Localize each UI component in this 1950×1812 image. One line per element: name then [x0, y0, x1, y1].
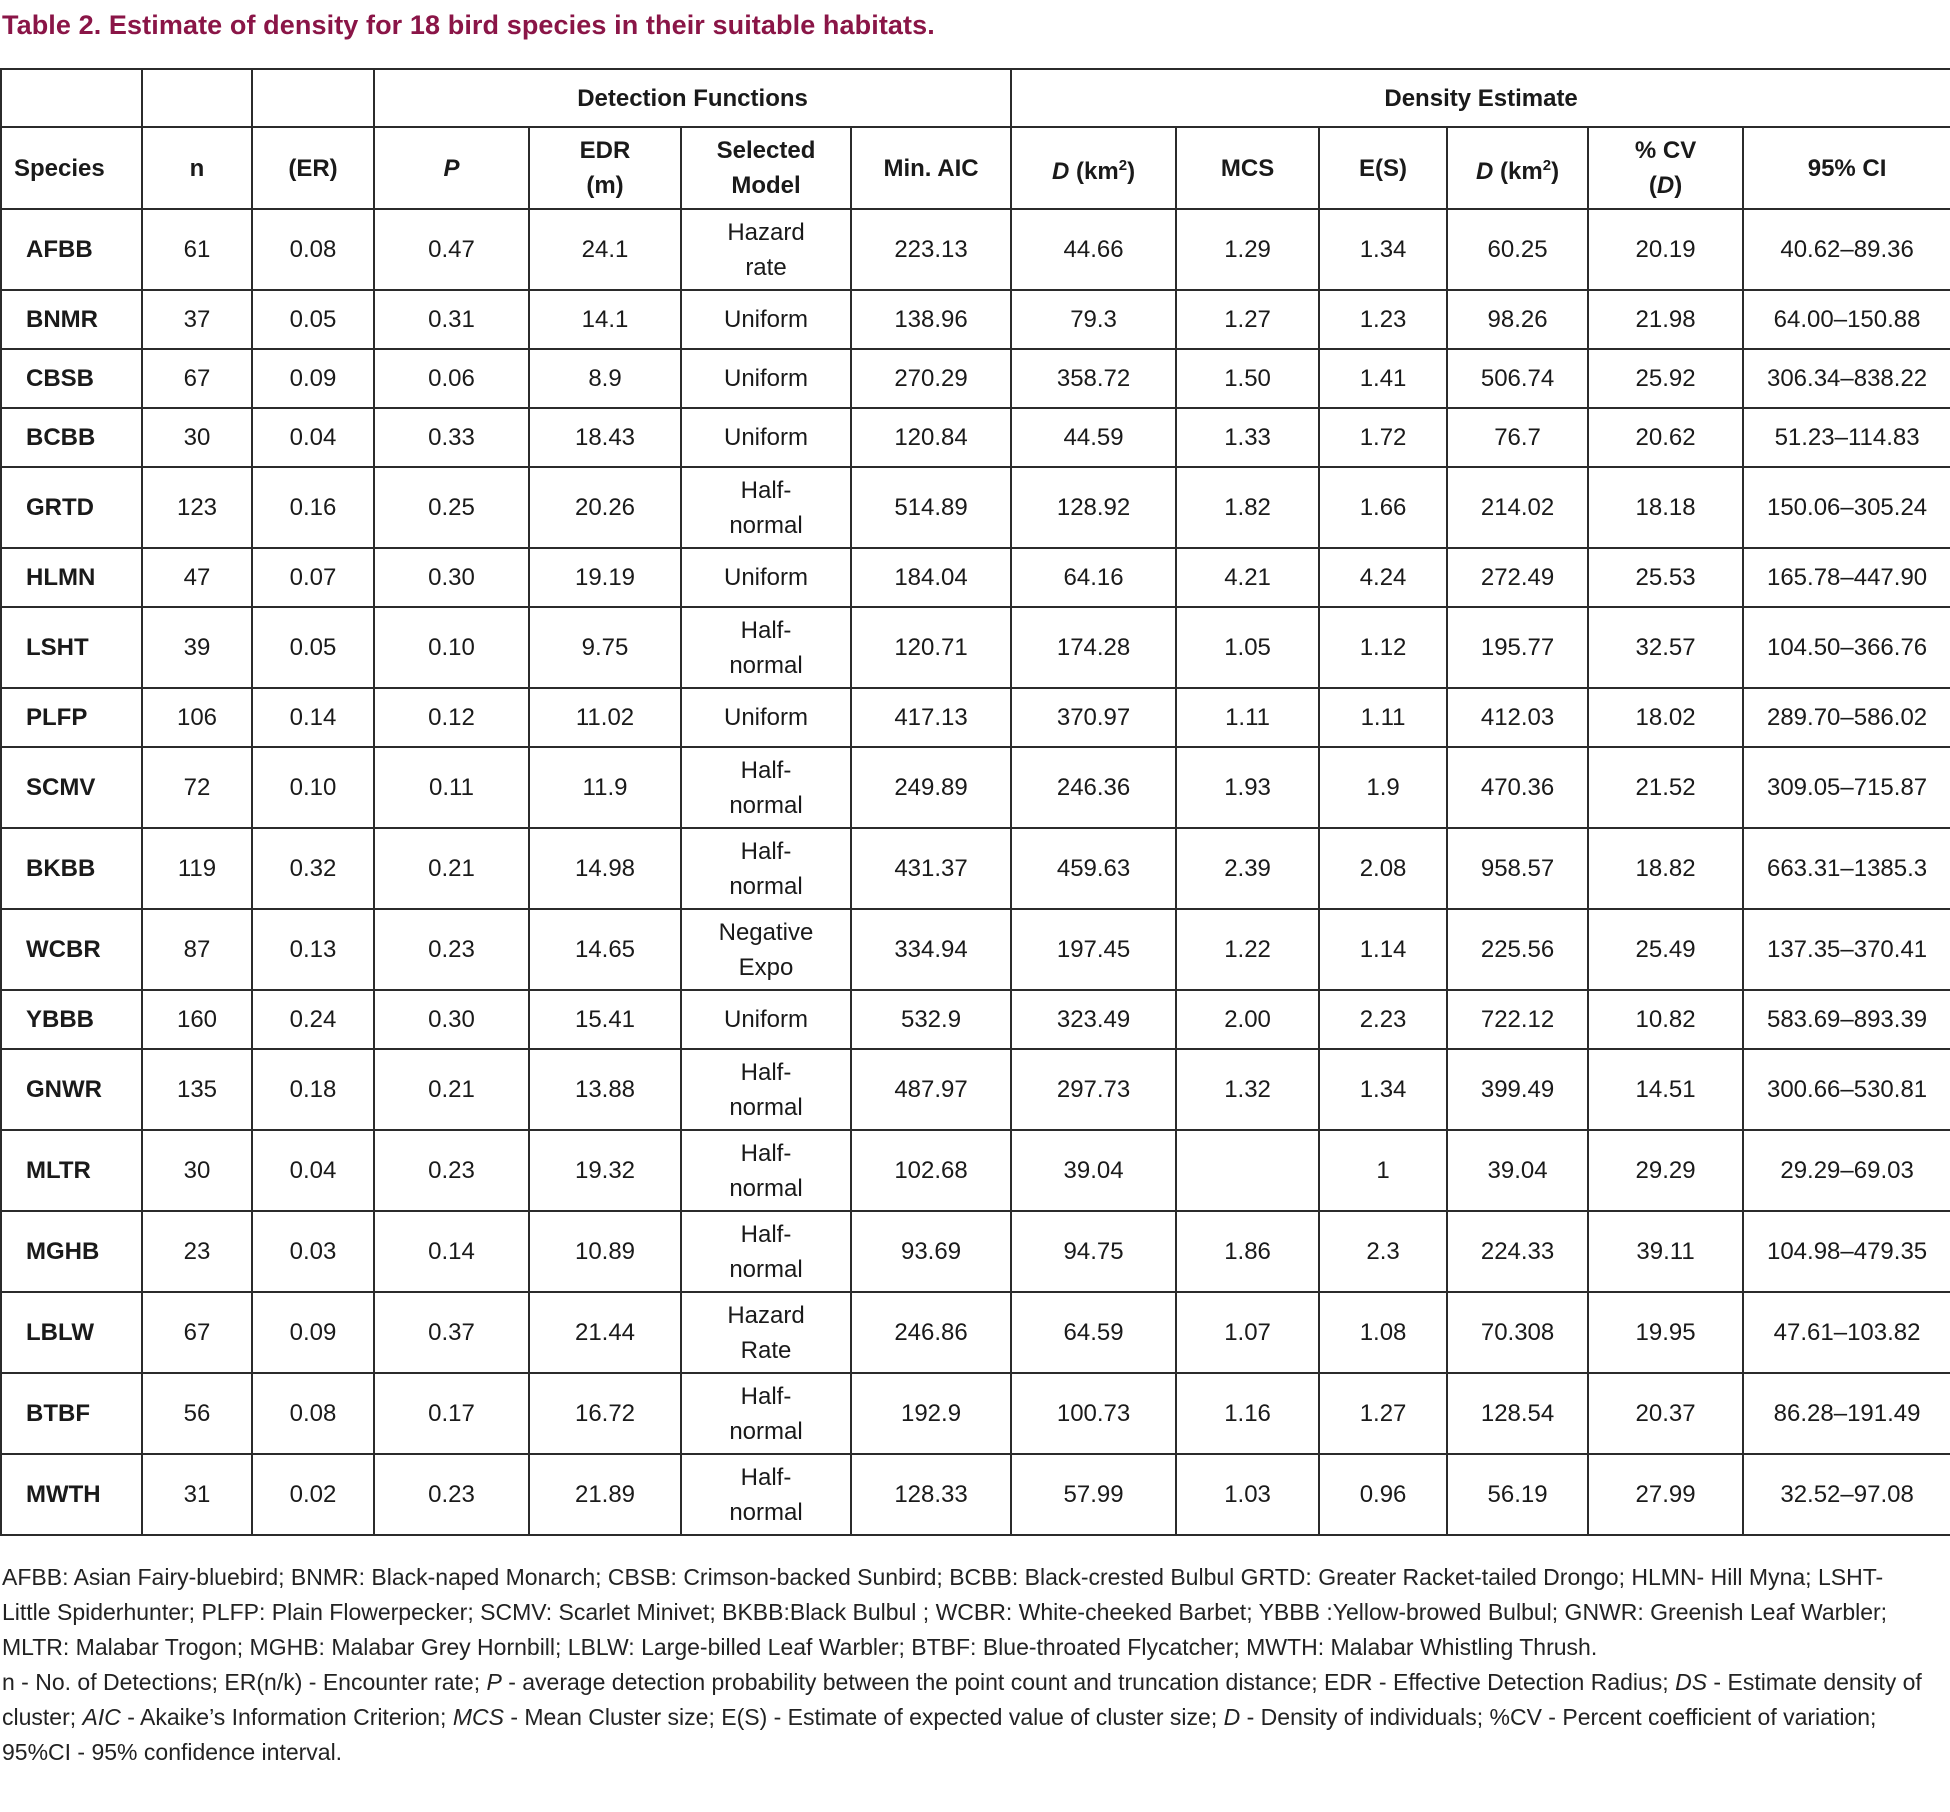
- cell-er: 0.18: [252, 1049, 374, 1130]
- cell-er: 0.08: [252, 209, 374, 290]
- cell-edr: 9.75: [529, 607, 681, 688]
- cell-species: MGHB: [1, 1211, 142, 1292]
- cell-p: 0.47: [374, 209, 529, 290]
- cell-d2: 224.33: [1447, 1211, 1588, 1292]
- cell-mcs: 1.05: [1176, 607, 1319, 688]
- cell-model: Half- normal: [681, 467, 851, 548]
- cell-ci: 86.28–191.49: [1743, 1373, 1950, 1454]
- cell-d2: 76.7: [1447, 408, 1588, 467]
- cell-n: 30: [142, 408, 252, 467]
- cell-n: 30: [142, 1130, 252, 1211]
- col-header-n: n: [142, 127, 252, 209]
- cell-es: 1.34: [1319, 1049, 1447, 1130]
- table-row: [1, 1130, 1950, 1211]
- cell-p: 0.23: [374, 1130, 529, 1211]
- cell-cv: 21.52: [1588, 747, 1743, 828]
- cell-edr: 14.98: [529, 828, 681, 909]
- table-row: [1, 467, 1950, 548]
- cell-mcs: 1.32: [1176, 1049, 1319, 1130]
- cell-d2: 60.25: [1447, 209, 1588, 290]
- table-row: [1, 1292, 1950, 1373]
- cell-edr: 19.19: [529, 548, 681, 607]
- cell-mcs: 2.39: [1176, 828, 1319, 909]
- cell-cv: 25.49: [1588, 909, 1743, 990]
- cell-d1: 246.36: [1011, 747, 1176, 828]
- cell-edr: 14.65: [529, 909, 681, 990]
- cell-es: 1.27: [1319, 1373, 1447, 1454]
- cell-n: 119: [142, 828, 252, 909]
- cell-aic: 184.04: [851, 548, 1011, 607]
- cell-es: 1.41: [1319, 349, 1447, 408]
- cell-es: 2.3: [1319, 1211, 1447, 1292]
- cell-cv: 20.37: [1588, 1373, 1743, 1454]
- cell-species: BTBF: [1, 1373, 142, 1454]
- cell-ci: 663.31–1385.3: [1743, 828, 1950, 909]
- cell-model: Half- normal: [681, 1454, 851, 1535]
- cell-es: 1.66: [1319, 467, 1447, 548]
- cell-d1: 459.63: [1011, 828, 1176, 909]
- cell-species: LBLW: [1, 1292, 142, 1373]
- cell-er: 0.05: [252, 290, 374, 349]
- empty-header-cell: [1, 69, 142, 127]
- cell-p: 0.21: [374, 1049, 529, 1130]
- cell-d2: 195.77: [1447, 607, 1588, 688]
- cell-p: 0.06: [374, 349, 529, 408]
- cell-edr: 16.72: [529, 1373, 681, 1454]
- cell-d1: 79.3: [1011, 290, 1176, 349]
- col-header-mcs: MCS: [1176, 127, 1319, 209]
- cell-es: 4.24: [1319, 548, 1447, 607]
- cell-d1: 94.75: [1011, 1211, 1176, 1292]
- cell-es: 0.96: [1319, 1454, 1447, 1535]
- cell-model: Uniform: [681, 290, 851, 349]
- cell-mcs: 1.29: [1176, 209, 1319, 290]
- cell-n: 67: [142, 349, 252, 408]
- cell-er: 0.03: [252, 1211, 374, 1292]
- density-table: [0, 68, 1950, 1536]
- cell-ci: 29.29–69.03: [1743, 1130, 1950, 1211]
- cell-er: 0.04: [252, 408, 374, 467]
- cell-aic: 249.89: [851, 747, 1011, 828]
- cell-mcs: 1.93: [1176, 747, 1319, 828]
- cell-n: 160: [142, 990, 252, 1049]
- cell-n: 72: [142, 747, 252, 828]
- cell-ci: 137.35–370.41: [1743, 909, 1950, 990]
- col-header-p-text: P: [443, 154, 460, 182]
- table-row: [1, 909, 1950, 990]
- cell-d1: 64.16: [1011, 548, 1176, 607]
- cell-aic: 532.9: [851, 990, 1011, 1049]
- table-row: [1, 1049, 1950, 1130]
- cell-aic: 514.89: [851, 467, 1011, 548]
- cell-d1: 39.04: [1011, 1130, 1176, 1211]
- cell-model: Half- normal: [681, 747, 851, 828]
- cell-edr: 20.26: [529, 467, 681, 548]
- cell-n: 67: [142, 1292, 252, 1373]
- cell-species: BKBB: [1, 828, 142, 909]
- cell-mcs: 1.27: [1176, 290, 1319, 349]
- cell-mcs: 4.21: [1176, 548, 1319, 607]
- cell-ci: 583.69–893.39: [1743, 990, 1950, 1049]
- cell-p: 0.21: [374, 828, 529, 909]
- cell-species: BCBB: [1, 408, 142, 467]
- cell-d1: 297.73: [1011, 1049, 1176, 1130]
- cell-p: 0.31: [374, 290, 529, 349]
- cell-model: Uniform: [681, 349, 851, 408]
- cell-model: Uniform: [681, 548, 851, 607]
- cell-edr: 11.02: [529, 688, 681, 747]
- cell-edr: 13.88: [529, 1049, 681, 1130]
- footnotes: [2, 1560, 1932, 1770]
- table-row: [1, 209, 1950, 290]
- cell-aic: 431.37: [851, 828, 1011, 909]
- cell-d1: 44.66: [1011, 209, 1176, 290]
- cell-p: 0.23: [374, 909, 529, 990]
- cell-species: WCBR: [1, 909, 142, 990]
- col-header-d1: D $(km^2)$: [1011, 127, 1176, 209]
- cell-d2: 506.74: [1447, 349, 1588, 408]
- cell-p: 0.25: [374, 467, 529, 548]
- cell-es: 1.9: [1319, 747, 1447, 828]
- cell-species: CBSB: [1, 349, 142, 408]
- cell-mcs: 1.50: [1176, 349, 1319, 408]
- cell-model: Negative Expo: [681, 909, 851, 990]
- cell-er: 0.04: [252, 1130, 374, 1211]
- cell-es: 2.23: [1319, 990, 1447, 1049]
- definitions-note: n - No. of Detections; ER(n/k) - Encounter rate; P - average detection probability between the point count and truncation distance; EDR - Effective Detection Radius; DS - Estimate density of cluster; AIC - Akaike’s Information Criterion; MCS - Mean Cluster size; E(S) - Estimate of expected value of cluster size; D - Density of individuals; %CV - Percent coefficient of variation; 95%CI - 95% confidence interval.: [2, 1669, 1922, 1765]
- cell-aic: 334.94: [851, 909, 1011, 990]
- cell-p: 0.17: [374, 1373, 529, 1454]
- cell-d2: 225.56: [1447, 909, 1588, 990]
- cell-model: Hazard Rate: [681, 1292, 851, 1373]
- column-header-row: [1, 127, 1950, 209]
- cell-cv: 20.62: [1588, 408, 1743, 467]
- cell-species: SCMV: [1, 747, 142, 828]
- cell-cv: 29.29: [1588, 1130, 1743, 1211]
- col-header-p: [374, 127, 529, 209]
- cell-d2: 56.19: [1447, 1454, 1588, 1535]
- cell-p: 0.37: [374, 1292, 529, 1373]
- cell-cv: 18.82: [1588, 828, 1743, 909]
- cell-p: 0.33: [374, 408, 529, 467]
- cell-d2: 128.54: [1447, 1373, 1588, 1454]
- cell-n: 61: [142, 209, 252, 290]
- cell-d2: 214.02: [1447, 467, 1588, 548]
- cell-d2: 722.12: [1447, 990, 1588, 1049]
- abbreviations-note: AFBB: Asian Fairy-bluebird; BNMR: Black-naped Monarch; CBSB: Crimson-backed Sunbird; BCBB: Black-crested Bulbul GRTD: Greater Racket-tailed Drongo; HLMN- Hill Myna; LSHT- Little Spiderhunter; PLFP: Plain Flowerpecker; SCMV: Scarlet Minivet; BKBB:Black Bulbul ; WCBR: White-cheeked Barbet; YBBB :Yellow-browed Bulbul; GNWR: Greenish Leaf Warbler; MLTR: Malabar Trogon; MGHB: Malabar Grey Hornbill; LBLW: Large-billed Leaf Warbler; BTBF: Blue-throated Flycatcher; MWTH: Malabar Whistling Thrush.: [2, 1564, 1888, 1660]
- col-header-aic: Min. AIC: [851, 127, 1011, 209]
- cell-es: 1.34: [1319, 209, 1447, 290]
- cell-p: 0.14: [374, 1211, 529, 1292]
- cell-aic: 102.68: [851, 1130, 1011, 1211]
- cell-d2: 399.49: [1447, 1049, 1588, 1130]
- cell-ci: 165.78–447.90: [1743, 548, 1950, 607]
- cell-n: 23: [142, 1211, 252, 1292]
- cell-n: 135: [142, 1049, 252, 1130]
- cell-er: 0.24: [252, 990, 374, 1049]
- cell-es: 1.14: [1319, 909, 1447, 990]
- cell-cv: 14.51: [1588, 1049, 1743, 1130]
- cell-p: 0.30: [374, 990, 529, 1049]
- col-header-edr: EDR (m): [529, 127, 681, 209]
- cell-cv: 25.92: [1588, 349, 1743, 408]
- cell-aic: 192.9: [851, 1373, 1011, 1454]
- cell-n: 106: [142, 688, 252, 747]
- cell-es: 1.12: [1319, 607, 1447, 688]
- cell-n: 87: [142, 909, 252, 990]
- cell-model: Half- normal: [681, 1211, 851, 1292]
- table-row: [1, 1373, 1950, 1454]
- cell-d1: 174.28: [1011, 607, 1176, 688]
- cell-aic: 120.84: [851, 408, 1011, 467]
- cell-d1: 57.99: [1011, 1454, 1176, 1535]
- table-row: [1, 290, 1950, 349]
- cell-cv: 19.95: [1588, 1292, 1743, 1373]
- cell-er: 0.10: [252, 747, 374, 828]
- cell-species: GNWR: [1, 1049, 142, 1130]
- cell-edr: 18.43: [529, 408, 681, 467]
- cell-d1: 100.73: [1011, 1373, 1176, 1454]
- cell-ci: 309.05–715.87: [1743, 747, 1950, 828]
- table-row: [1, 1211, 1950, 1292]
- cell-d1: 323.49: [1011, 990, 1176, 1049]
- cell-species: MLTR: [1, 1130, 142, 1211]
- group-header-row: [1, 69, 1950, 127]
- cell-ci: 51.23–114.83: [1743, 408, 1950, 467]
- cell-cv: 21.98: [1588, 290, 1743, 349]
- cell-mcs: 1.07: [1176, 1292, 1319, 1373]
- cell-species: MWTH: [1, 1454, 142, 1535]
- cell-er: 0.09: [252, 1292, 374, 1373]
- table-row: [1, 747, 1950, 828]
- cell-p: 0.12: [374, 688, 529, 747]
- cell-n: 47: [142, 548, 252, 607]
- cell-er: 0.07: [252, 548, 374, 607]
- cell-ci: 104.50–366.76: [1743, 607, 1950, 688]
- cell-er: 0.14: [252, 688, 374, 747]
- cell-d2: 412.03: [1447, 688, 1588, 747]
- col-header-model: Selected Model: [681, 127, 851, 209]
- cell-mcs: 1.22: [1176, 909, 1319, 990]
- table-row: [1, 607, 1950, 688]
- cell-model: Uniform: [681, 408, 851, 467]
- cell-model: Half- normal: [681, 1130, 851, 1211]
- cell-aic: 270.29: [851, 349, 1011, 408]
- cell-species: BNMR: [1, 290, 142, 349]
- cell-cv: 18.02: [1588, 688, 1743, 747]
- cell-d2: 70.308: [1447, 1292, 1588, 1373]
- cell-edr: 21.44: [529, 1292, 681, 1373]
- cell-es: 1.08: [1319, 1292, 1447, 1373]
- cell-aic: 120.71: [851, 607, 1011, 688]
- table-body: [1, 209, 1950, 1535]
- cell-ci: 104.98–479.35: [1743, 1211, 1950, 1292]
- cell-model: Uniform: [681, 688, 851, 747]
- cell-aic: 417.13: [851, 688, 1011, 747]
- table-row: [1, 408, 1950, 467]
- cell-d1: 358.72: [1011, 349, 1176, 408]
- cell-ci: 289.70–586.02: [1743, 688, 1950, 747]
- cell-n: 31: [142, 1454, 252, 1535]
- cell-n: 56: [142, 1373, 252, 1454]
- cell-d1: 197.45: [1011, 909, 1176, 990]
- cell-d1: 64.59: [1011, 1292, 1176, 1373]
- cell-model: Half- normal: [681, 1373, 851, 1454]
- table-row: [1, 349, 1950, 408]
- col-header-species: Species: [1, 127, 142, 209]
- cell-er: 0.32: [252, 828, 374, 909]
- cell-ci: 300.66–530.81: [1743, 1049, 1950, 1130]
- cell-p: 0.23: [374, 1454, 529, 1535]
- table-row: [1, 828, 1950, 909]
- cell-species: YBBB: [1, 990, 142, 1049]
- cell-es: 2.08: [1319, 828, 1447, 909]
- cell-ci: 306.34–838.22: [1743, 349, 1950, 408]
- cell-er: 0.05: [252, 607, 374, 688]
- cell-d2: 958.57: [1447, 828, 1588, 909]
- cell-d2: 272.49: [1447, 548, 1588, 607]
- empty-header-cell: [142, 69, 252, 127]
- cell-edr: 8.9: [529, 349, 681, 408]
- cell-d1: 370.97: [1011, 688, 1176, 747]
- cell-edr: 10.89: [529, 1211, 681, 1292]
- cell-n: 123: [142, 467, 252, 548]
- cell-mcs: 2.00: [1176, 990, 1319, 1049]
- cell-model: Hazard rate: [681, 209, 851, 290]
- cell-es: 1.72: [1319, 408, 1447, 467]
- cell-mcs: 1.11: [1176, 688, 1319, 747]
- cell-model: Half- normal: [681, 1049, 851, 1130]
- cell-er: 0.13: [252, 909, 374, 990]
- cell-model: Half- normal: [681, 607, 851, 688]
- table-row: [1, 990, 1950, 1049]
- cell-d1: 128.92: [1011, 467, 1176, 548]
- cell-model: Uniform: [681, 990, 851, 1049]
- cell-ci: 40.62–89.36: [1743, 209, 1950, 290]
- cell-cv: 39.11: [1588, 1211, 1743, 1292]
- cell-aic: 138.96: [851, 290, 1011, 349]
- cell-es: 1.11: [1319, 688, 1447, 747]
- col-header-d2: D $(km^2)$: [1447, 127, 1588, 209]
- cell-aic: 223.13: [851, 209, 1011, 290]
- density-estimate-header: Density Estimate: [1011, 69, 1950, 127]
- cell-p: 0.30: [374, 548, 529, 607]
- cell-edr: 15.41: [529, 990, 681, 1049]
- cell-er: 0.09: [252, 349, 374, 408]
- col-header-es: E(S): [1319, 127, 1447, 209]
- cell-edr: 14.1: [529, 290, 681, 349]
- cell-d1: 44.59: [1011, 408, 1176, 467]
- cell-er: 0.08: [252, 1373, 374, 1454]
- cell-species: HLMN: [1, 548, 142, 607]
- cell-aic: 128.33: [851, 1454, 1011, 1535]
- cell-n: 37: [142, 290, 252, 349]
- cell-species: PLFP: [1, 688, 142, 747]
- cell-cv: 20.19: [1588, 209, 1743, 290]
- cell-cv: 18.18: [1588, 467, 1743, 548]
- cell-ci: 32.52–97.08: [1743, 1454, 1950, 1535]
- cell-d2: 470.36: [1447, 747, 1588, 828]
- cell-species: GRTD: [1, 467, 142, 548]
- cell-es: 1.23: [1319, 290, 1447, 349]
- table-row: [1, 1454, 1950, 1535]
- cell-edr: 21.89: [529, 1454, 681, 1535]
- cell-es: 1: [1319, 1130, 1447, 1211]
- cell-mcs: 1.33: [1176, 408, 1319, 467]
- cell-mcs: [1176, 1130, 1319, 1211]
- cell-edr: 19.32: [529, 1130, 681, 1211]
- cell-cv: 27.99: [1588, 1454, 1743, 1535]
- cell-edr: 11.9: [529, 747, 681, 828]
- cell-cv: 32.57: [1588, 607, 1743, 688]
- cell-ci: 150.06–305.24: [1743, 467, 1950, 548]
- cell-n: 39: [142, 607, 252, 688]
- cell-d2: 98.26: [1447, 290, 1588, 349]
- col-header-cv: % CV (D): [1588, 127, 1743, 209]
- cell-edr: 24.1: [529, 209, 681, 290]
- cell-aic: 246.86: [851, 1292, 1011, 1373]
- cell-p: 0.10: [374, 607, 529, 688]
- cell-species: LSHT: [1, 607, 142, 688]
- cell-mcs: 1.82: [1176, 467, 1319, 548]
- cell-model: Half- normal: [681, 828, 851, 909]
- cell-cv: 10.82: [1588, 990, 1743, 1049]
- cell-species: AFBB: [1, 209, 142, 290]
- table-row: [1, 688, 1950, 747]
- cell-cv: 25.53: [1588, 548, 1743, 607]
- col-header-er: (ER): [252, 127, 374, 209]
- cell-mcs: 1.16: [1176, 1373, 1319, 1454]
- detection-functions-header: Detection Functions: [374, 69, 1011, 127]
- cell-d2: 39.04: [1447, 1130, 1588, 1211]
- cell-p: 0.11: [374, 747, 529, 828]
- cell-aic: 487.97: [851, 1049, 1011, 1130]
- cell-ci: 64.00–150.88: [1743, 290, 1950, 349]
- cell-er: 0.02: [252, 1454, 374, 1535]
- cell-mcs: 1.03: [1176, 1454, 1319, 1535]
- cell-er: 0.16: [252, 467, 374, 548]
- table-title: Table 2. Estimate of density for 18 bird species in their suitable habitats.: [2, 10, 935, 40]
- table-row: [1, 548, 1950, 607]
- cell-mcs: 1.86: [1176, 1211, 1319, 1292]
- col-header-ci: 95% CI: [1743, 127, 1950, 209]
- empty-header-cell: [252, 69, 374, 127]
- cell-ci: 47.61–103.82: [1743, 1292, 1950, 1373]
- cell-aic: 93.69: [851, 1211, 1011, 1292]
